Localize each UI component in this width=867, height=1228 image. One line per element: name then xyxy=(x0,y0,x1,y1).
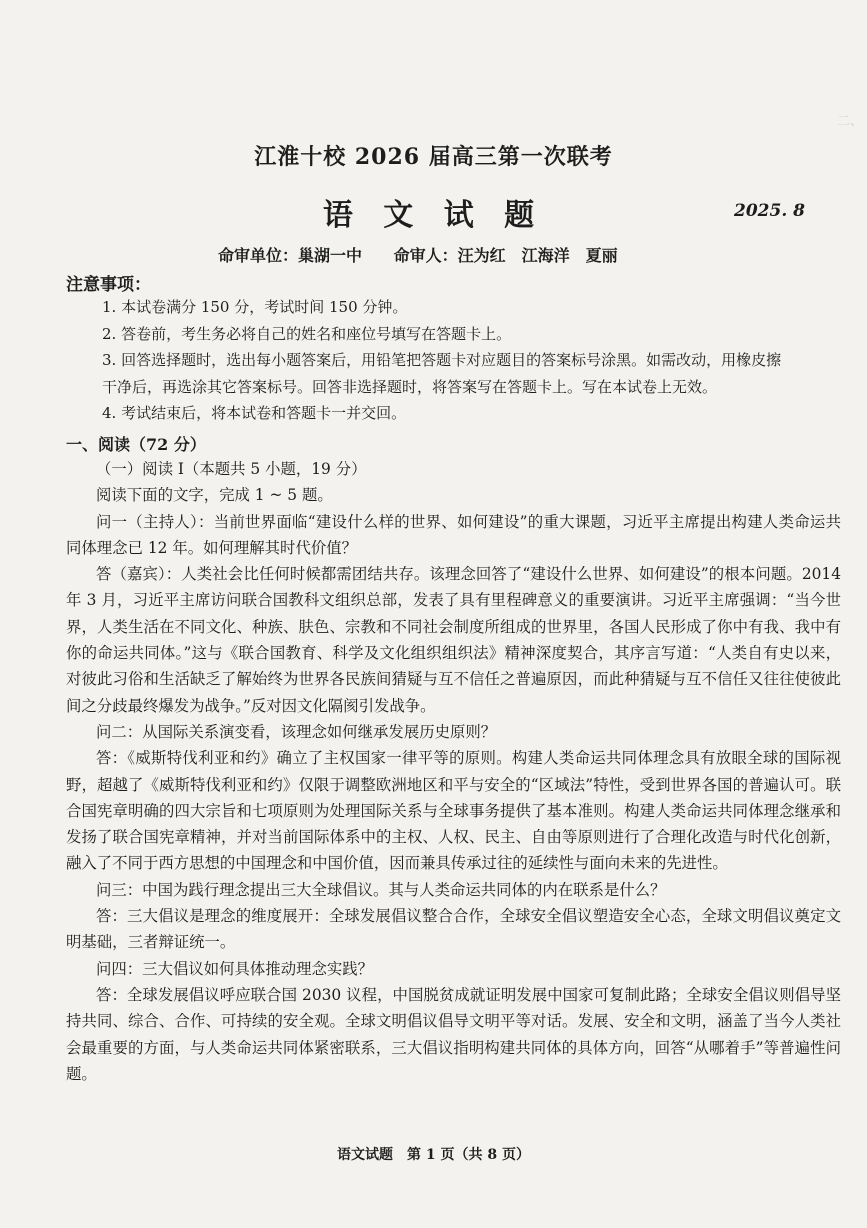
note-item: 3. 回答选择题时，选出每小题答案后，用铅笔把答题卡对应题目的答案标号涂黑。如需改动，用橡皮擦 xyxy=(102,351,782,369)
reading-passage xyxy=(66,456,841,1087)
passage-instruction: 阅读下面的文字，完成 1 ~ 5 题。 xyxy=(96,486,333,505)
exam-title: 江淮十校 2026 届高三第一次联考 xyxy=(254,144,613,170)
note-item-continuation: 干净后，再选涂其它答案标号。回答非选择题时，将答案写在答题卡上。写在本试卷上无效。 xyxy=(102,377,718,396)
exam-date: 2025. 8 xyxy=(734,201,805,221)
passage-subtitle: （一）阅读 Ⅰ（本题共 5 小题，19 分） xyxy=(96,460,367,478)
subject-title: 语 文 试 题 xyxy=(322,198,545,233)
section-title: 一、阅读（72 分） xyxy=(66,435,206,454)
passage-paragraph: 问四：三大倡议如何具体推动理念实践？ xyxy=(96,959,374,978)
notes-list xyxy=(66,294,841,427)
author-reviewers: 命审人：汪为红 江海洋 夏丽 xyxy=(393,246,618,265)
passage-paragraph: 答：三大倡议是理念的维度展开：全球发展倡议整合合作，全球安全倡议塑造安全心态，全球文明倡议奠定文明基础，三者辩证统一。 xyxy=(66,907,841,952)
bleed-through-text: 二、 xyxy=(836,114,863,129)
note-item: 1. 本试卷满分 150 分，考试时间 150 分钟。 xyxy=(102,298,408,316)
passage-paragraph: 问三：中国为践行理念提出三大全球倡议。其与人类命运共同体的内在联系是什么？ xyxy=(96,880,666,899)
passage-paragraph: 答：《威斯特伐利亚和约》确立了主权国家一律平等的原则。构建人类命运共同体理念具有放眼全球的国际视野，超越了《威斯特伐利亚和约》仅限于调整欧洲地区和平与安全的“区域法”特性，受到世界各国的普遍认可。联合国宪章明确的四大宗旨和七项原则为处理国际关系与全球事务提供了基本准则。构建人类命运共同体理念继承和发扬了联合国宪章精神，并对当前国际体系中的主权、人权、民主、自由等原则进行了合理化改造与时代化创新，融入了不同于西方思想的中国理念和中国价值，因而兼具传承过往的延续性与面向未来的先进性。 xyxy=(66,749,841,873)
authors-line xyxy=(218,243,644,266)
notes-heading: 注意事项： xyxy=(66,275,151,295)
passage-paragraph: 答（嘉宾）：人类社会比任何时候都需团结共存。该理念回答了“建设什么世界、如何建设”的根本问题。2014 年 3 月，习近平主席访问联合国教科文组织总部，发表了具有里程碑意义的重要演讲。习近平主席强调：“当今世界，人类生活在不同文化、种族、肤色、宗教和不同社会制度所组成的世界里，各国人民形成了你中有我、我中有你的命运共同体。”这与《联合国教育、科学及文化组织组织法》精神深度契合，其序言写道：“人类自有史以来，对彼此习俗和生活缺乏了解始终为世界各民族间猜疑与互不信任之普遍原因，而此种猜疑与互不信任又往往使彼此间之分歧最终爆发为战争。”反对因文化隔阂引发战争。 xyxy=(66,565,841,715)
note-item: 2. 答卷前，考生务必将自己的姓名和座位号填写在答题卡上。 xyxy=(102,324,512,343)
passage-paragraph: 问二：从国际关系演变看，该理念如何继承发展历史原则？ xyxy=(96,722,497,741)
passage-paragraph: 问一（主持人）：当前世界面临“建设什么样的世界、如何建设”的重大课题，习近平主席提出构建人类命运共同体理念已 12 年。如何理解其时代价值？ xyxy=(66,512,841,557)
page-footer: 语文试题 第 1 页（共 8 页） xyxy=(337,1147,530,1163)
author-unit: 命审单位：巢湖一中 xyxy=(218,246,363,265)
note-item: 4. 考试结束后，将本试卷和答题卡一并交回。 xyxy=(102,404,407,422)
passage-paragraph: 答：全球发展倡议呼应联合国 2030 议程，中国脱贫成就证明发展中国家可复制此路；全球安全倡议则倡导坚持共同、综合、合作、可持续的安全观。全球文明倡议倡导文明平等对话。发展、安全和文明，涵盖了当今人类社会最重要的方面，与人类命运共同体紧密联系，三大倡议指明构建共同体的具体方向，回答“从哪着手”等普遍性问题。 xyxy=(66,985,841,1083)
